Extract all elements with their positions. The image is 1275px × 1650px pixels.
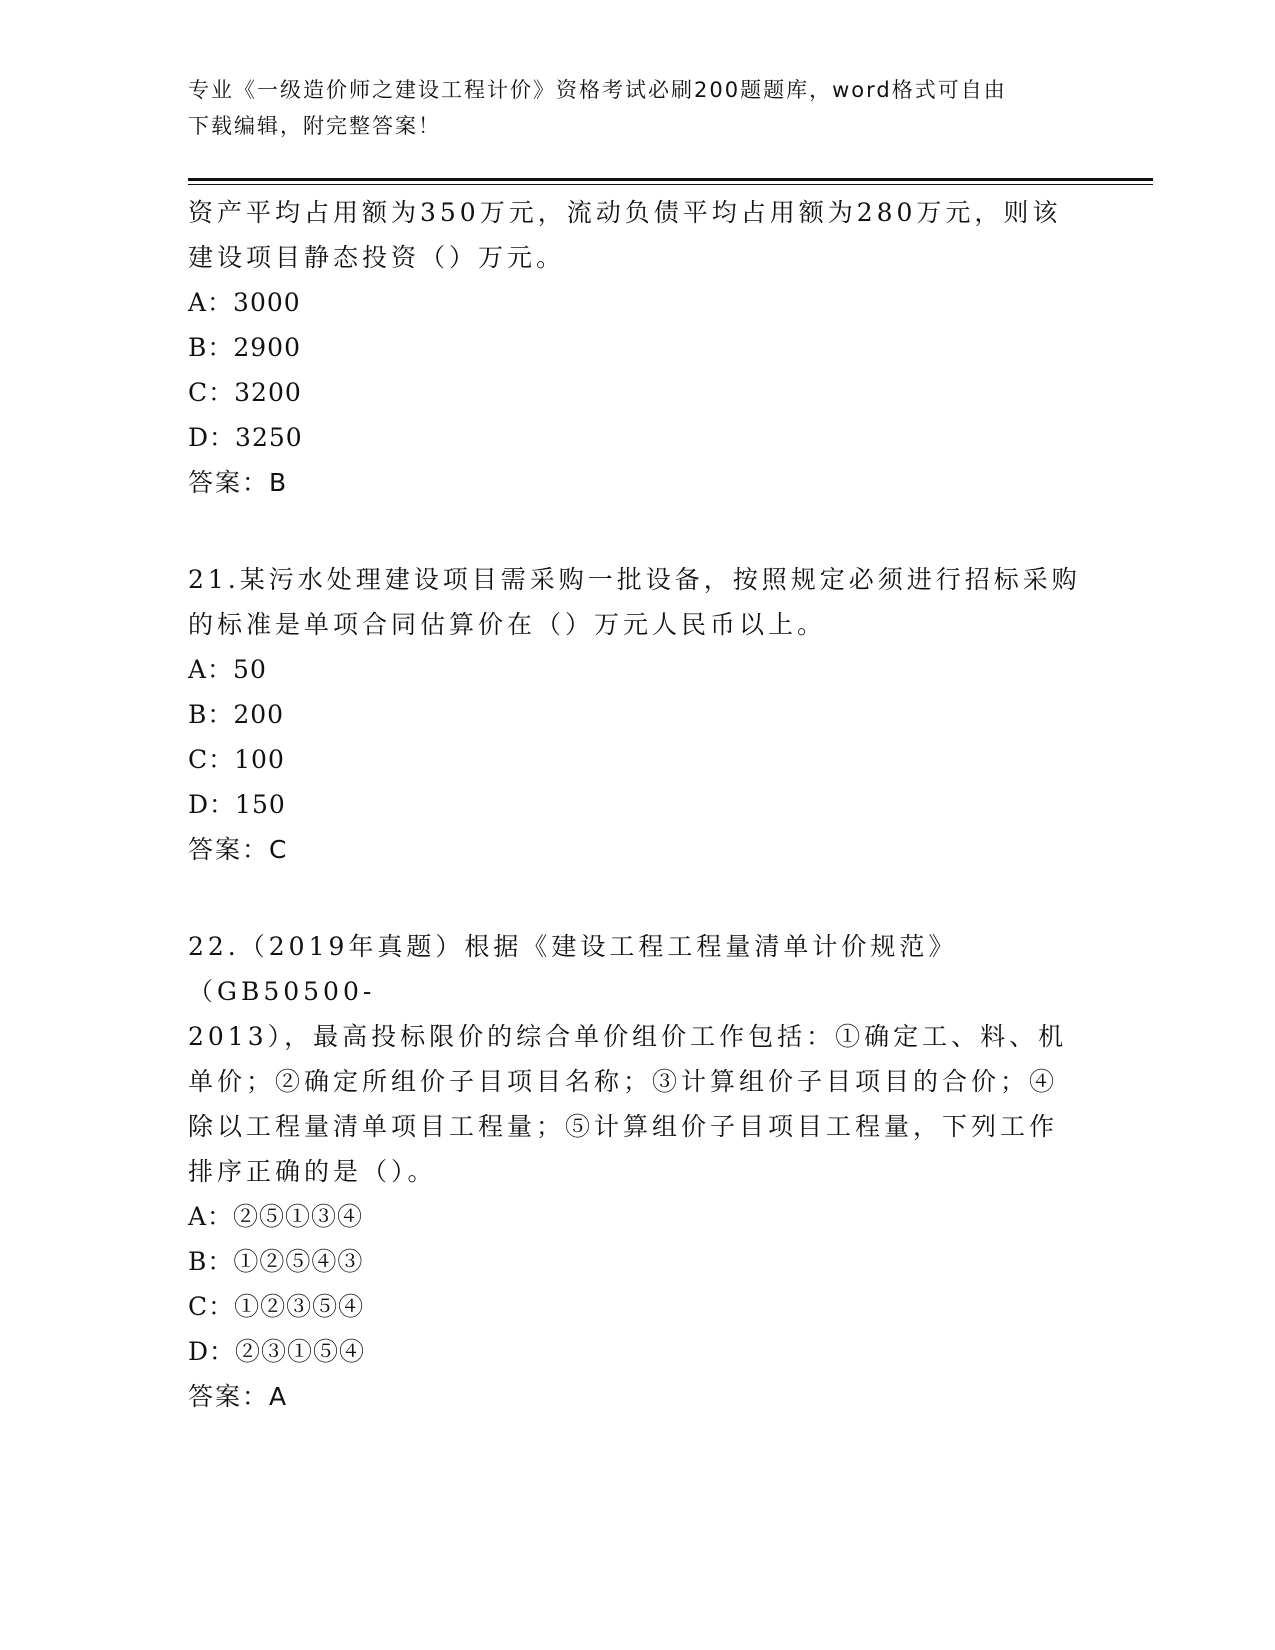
question-stem-line: 排序正确的是（）。	[188, 1157, 437, 1186]
option-b: B：①②⑤④③	[188, 1247, 364, 1276]
document-header	[188, 72, 1068, 144]
question-stem-line: 21.某污水处理建设项目需采购一批设备，按照规定必须进行招标采购	[188, 565, 1081, 594]
question-21	[188, 557, 1088, 872]
option-d: D：②③①⑤④	[188, 1337, 366, 1366]
option-d: D：3250	[188, 423, 303, 452]
question-list	[188, 190, 1088, 1419]
header-divider-thin	[188, 184, 1153, 185]
option-c: C：100	[188, 745, 285, 774]
option-a: A：②⑤①③④	[188, 1202, 364, 1231]
question-stem-line: 资产平均占用额为350万元，流动负债平均占用额为280万元，则该	[188, 198, 1062, 227]
option-a: A：3000	[188, 288, 301, 317]
question-stem-line: 除以工程量清单项目工程量；⑤计算组价子目项目工程量，下列工作	[188, 1112, 1059, 1141]
option-a: A：50	[188, 655, 267, 684]
answer: 答案：C	[188, 835, 289, 864]
answer: 答案：A	[188, 1382, 289, 1411]
option-b: B：2900	[188, 333, 301, 362]
option-b: B：200	[188, 700, 285, 729]
question-stem-line: 建设项目静态投资（）万元。	[188, 243, 566, 272]
question-22	[188, 924, 1088, 1419]
question-stem-line: 2013），最高投标限价的综合单价组价工作包括：①确定工、料、机	[188, 1022, 1068, 1051]
header-divider-thick	[188, 178, 1153, 181]
option-d: D：150	[188, 790, 286, 819]
answer: 答案：B	[188, 468, 289, 497]
question-stem-line: 22.（2019年真题）根据《建设工程工程量清单计价规范》（GB50500-	[188, 932, 958, 1006]
option-c: C：3200	[188, 378, 302, 407]
header-line-1: 专业《一级造价师之建设工程计价》资格考试必刷200题题库，word格式可自由	[188, 78, 1007, 102]
option-c: C：①②③⑤④	[188, 1292, 365, 1321]
question-20	[188, 190, 1088, 505]
question-stem-line: 的标准是单项合同估算价在（）万元人民币以上。	[188, 610, 827, 639]
question-stem-line: 单价；②确定所组价子目项目名称；③计算组价子目项目的合价；④	[188, 1067, 1059, 1096]
header-line-2: 下载编辑，附完整答案！	[188, 114, 441, 138]
